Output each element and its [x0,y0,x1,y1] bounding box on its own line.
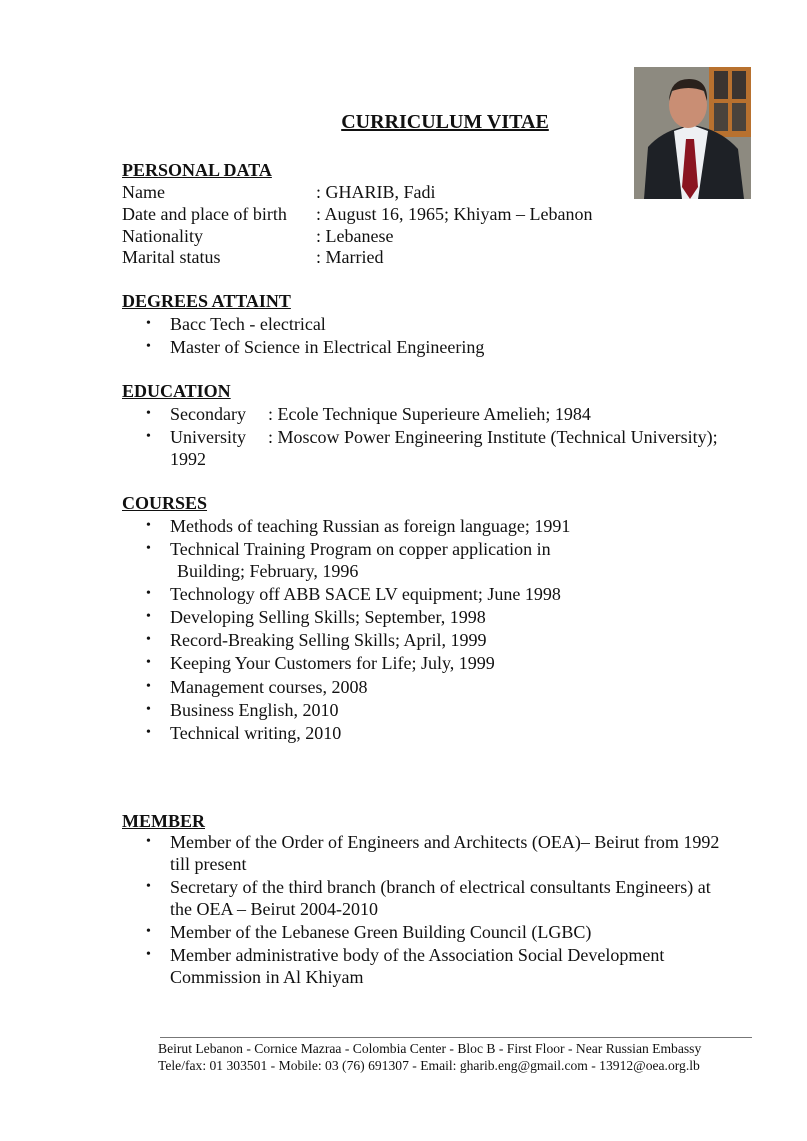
bullet-icon: • [146,879,151,894]
section-heading-member: MEMBER [122,811,205,831]
label-name: Name [122,182,165,202]
footer-contact: Tele/fax: 01 303501 - Mobile: 03 (76) 691307 - Email: gharib.eng@gmail.com - 13912@oea.org.lb [158,1058,700,1073]
value-nationality: : Lebanese [316,226,394,246]
bullet-icon: • [146,541,151,556]
bullet-icon: • [146,406,151,421]
document-title: CURRICULUM VITAE [341,111,549,133]
education-label: University [170,427,246,447]
bullet-icon: • [146,632,151,647]
bullet-icon: • [146,655,151,670]
course-item: Business English, 2010 [170,700,339,720]
degree-item: Master of Science in Electrical Engineering [170,337,485,357]
section-heading-personal-data: PERSONAL DATA [122,160,272,180]
bullet-icon: • [146,339,151,354]
section-heading-degrees: DEGREES ATTAINT [122,291,291,311]
member-item-continued: till present [170,854,247,874]
bullet-icon: • [146,518,151,533]
bullet-icon: • [146,679,151,694]
course-item: Technical Training Program on copper application in [170,539,551,559]
label-marital-status: Marital status [122,247,221,267]
member-item: Member administrative body of the Association Social Development [170,945,665,965]
education-value: : Moscow Power Engineering Institute (Technical University); [268,427,718,447]
member-item-continued: the OEA – Beirut 2004-2010 [170,899,378,919]
bullet-icon: • [146,429,151,444]
member-item: Member of the Lebanese Green Building Council (LGBC) [170,922,592,942]
bullet-icon: • [146,586,151,601]
degree-item: Bacc Tech - electrical [170,314,326,334]
bullet-icon: • [146,609,151,624]
section-heading-courses: COURSES [122,493,208,513]
bullet-icon: • [146,316,151,331]
course-item: Methods of teaching Russian as foreign language; 1991 [170,516,571,536]
value-name: : GHARIB, Fadi [316,182,436,202]
bullet-icon: • [146,834,151,849]
course-item: Technology off ABB SACE LV equipment; June 1998 [170,584,561,604]
label-nationality: Nationality [122,226,203,246]
value-marital-status: : Married [316,247,384,267]
course-item: Management courses, 2008 [170,677,368,697]
course-item-continued: Building; February, 1996 [177,561,359,581]
member-item-continued: Commission in Al Khiyam [170,967,364,987]
footer-address: Beirut Lebanon - Cornice Mazraa - Colombia Center - Bloc B - First Floor - Near Russian Embassy [158,1041,702,1056]
course-item: Technical writing, 2010 [170,723,342,743]
value-birth: : August 16, 1965; Khiyam – Lebanon [316,204,593,224]
member-item: Secretary of the third branch (branch of electrical consultants Engineers) at [170,877,711,897]
section-heading-education: EDUCATION [122,381,231,401]
portrait-photo [634,67,751,199]
member-item: Member of the Order of Engineers and Architects (OEA)– Beirut from 1992 [170,832,720,852]
footer-divider [160,1037,752,1038]
bullet-icon: • [146,702,151,717]
course-item: Keeping Your Customers for Life; July, 1999 [170,653,495,673]
bullet-icon: • [146,924,151,939]
education-value: : Ecole Technique Superieure Amelieh; 1984 [268,404,591,424]
label-birth: Date and place of birth [122,204,287,224]
bullet-icon: • [146,947,151,962]
bullet-icon: • [146,725,151,740]
education-value-continued: 1992 [170,449,206,469]
education-label: Secondary [170,404,246,424]
course-item: Record-Breaking Selling Skills; April, 1999 [170,630,487,650]
course-item: Developing Selling Skills; September, 1998 [170,607,486,627]
